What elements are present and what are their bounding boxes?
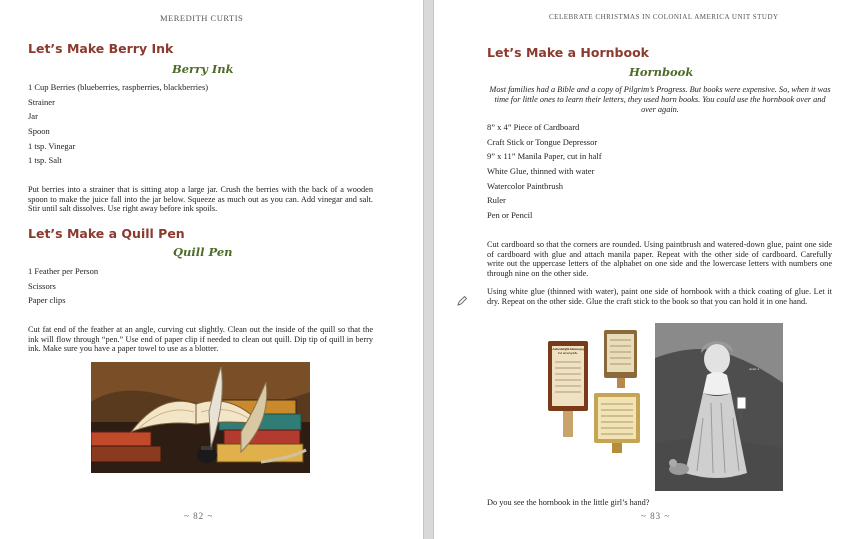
hornbook-intro: Most families had a Bible and a copy of Pilgrim’s Progress. But books were expensive. So, when it was time for little ones to learn their letters, they used horn books. You could use the hornbook over and over again. bbox=[489, 85, 831, 114]
books-quill-illustration bbox=[91, 362, 310, 473]
berry-ink-material-item: Strainer bbox=[28, 96, 55, 107]
berry-ink-material-item: 1 tsp. Salt bbox=[28, 155, 62, 166]
quill-pen-subheading: Quill Pen bbox=[173, 245, 233, 259]
running-head-right: CELEBRATE CHRISTMAS IN COLONIAL AMERICA UNIT STUDY bbox=[549, 13, 779, 21]
hornbook-material-item: 9” x 11” Manila Paper, cut in half bbox=[487, 151, 602, 162]
left-page bbox=[0, 0, 423, 539]
quill-pen-materials bbox=[28, 264, 98, 308]
hornbook-heading: Let’s Make a Hornbook bbox=[487, 45, 649, 60]
quill-pen-material-item: Scissors bbox=[28, 280, 56, 291]
hornbook-materials bbox=[487, 120, 602, 223]
girl-portrait-engraving bbox=[655, 323, 783, 491]
berry-ink-material-item: 1 Cup Berries (blueberries, raspberries, blackberries) bbox=[28, 82, 209, 92]
pen-edit-icon[interactable] bbox=[456, 295, 468, 307]
berry-ink-subheading: Berry Ink bbox=[172, 62, 234, 76]
hornbook-letters: Aabcdefghi klmnopqrst uvwxyz&. bbox=[552, 347, 584, 356]
hornbook-caption: Do you see the hornbook in the little girl’s hand? bbox=[487, 498, 650, 507]
quill-pen-material-item: 1 Feather per Person bbox=[28, 266, 99, 276]
hornbook-material-item: Craft Stick or Tongue Depressor bbox=[487, 136, 598, 147]
hornbook-subheading: Hornbook bbox=[629, 65, 694, 79]
hornbook-material-item: 8” x 4” Piece of Cardboard bbox=[487, 122, 580, 132]
berry-ink-directions: Put berries into a strainer that is sitting atop a large jar. Crush the berries with the back of a wooden spoon to make the juice fall into the jar below. Squeeze as much out as you can. Add vinegar and salt. Stir until salt dissolves. Use right away before ink spoils. bbox=[28, 185, 373, 214]
hornbook-photos bbox=[546, 330, 641, 455]
quill-pen-material-item: Paper clips bbox=[28, 295, 66, 306]
berry-ink-materials bbox=[28, 80, 208, 168]
berry-ink-material-item: Spoon bbox=[28, 126, 50, 137]
page-number-right: ~ 83 ~ bbox=[641, 511, 671, 521]
page-gutter bbox=[423, 0, 434, 539]
running-head-left: MEREDITH CURTIS bbox=[160, 13, 244, 23]
hornbook-material-item: Ruler bbox=[487, 195, 506, 206]
right-page bbox=[434, 0, 858, 539]
quill-pen-heading: Let’s Make a Quill Pen bbox=[28, 226, 185, 241]
hornbook-directions-1: Cut cardboard so that the corners are rounded. Using paintbrush and watered-down glue, paint one side of cardboard with glue and attach manila paper. Repeat with the other side of cardboard. Carefully write out the uppercase letters of the alphabet on one side and the lowercase letters with numbers one through nine on the other side. bbox=[487, 240, 832, 278]
berry-ink-heading: Let’s Make Berry Ink bbox=[28, 41, 174, 56]
hornbook-material-item: White Glue, thinned with water bbox=[487, 166, 595, 177]
portrait-inscription: Aetat 4 bbox=[749, 367, 760, 371]
hornbook-material-item: Watercolor Paintbrush bbox=[487, 180, 564, 191]
hornbook-material-item: Pen or Pencil bbox=[487, 210, 533, 221]
quill-pen-directions: Cut fat end of the feather at an angle, curving cut slightly. Clean out the inside of the quill so that the ink will flow through “pen.” Use end of paper clip if needed to clean out quill. Dip tip of quill in berry ink. Make sure you have a paper towel to use as a blotter. bbox=[28, 325, 373, 354]
berry-ink-material-item: 1 tsp. Vinegar bbox=[28, 140, 76, 151]
hornbook-directions-2: Using white glue (thinned with water), paint one side of hornbook with a thick coating of glue. Let it dry. Repeat on the other side. Glue the craft stick to the book so that you can hold it in one hand. bbox=[487, 287, 832, 306]
page-number-left: ~ 82 ~ bbox=[184, 511, 214, 521]
berry-ink-material-item: Jar bbox=[28, 111, 38, 122]
